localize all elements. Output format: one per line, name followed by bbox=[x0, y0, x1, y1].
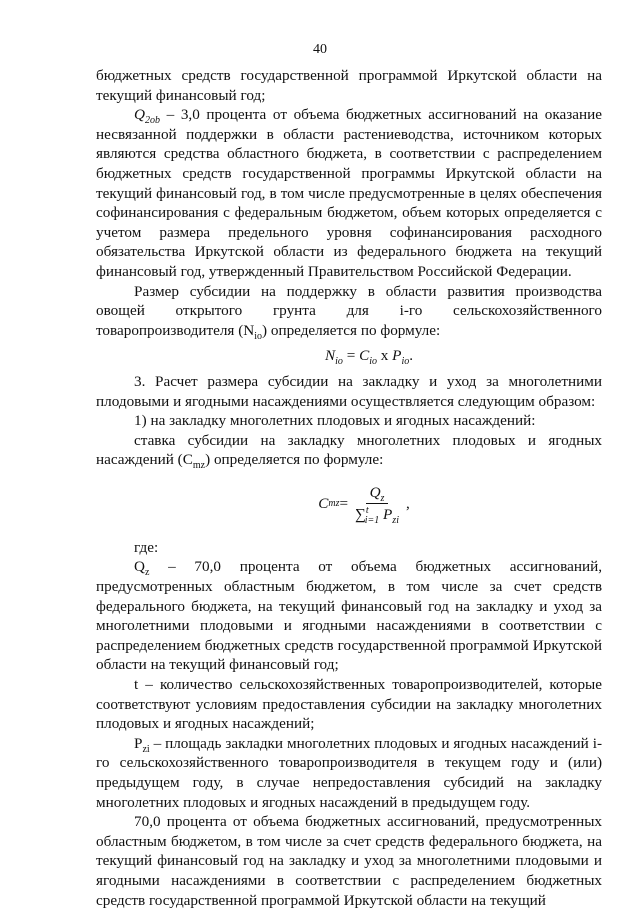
formula-c: C bbox=[359, 347, 370, 365]
formula-comma: , bbox=[405, 495, 410, 513]
text-after: ) определяется по формуле: bbox=[205, 451, 384, 469]
fraction-numerator bbox=[366, 484, 389, 504]
definition-text: – 70,0 процента от объема бюджетных ассигнований, предусмотренных областным бюджетом, в том числе за счет средств федерального бюджета, на текущий финансовый год на закладку и уход за многолетними плодовыми и ягодными насаждениями в соответствии с распределением бюджетных средств государственной программой Иркутской области на текущий финансовый год; bbox=[96, 558, 602, 674]
definition-text: – площадь закладки многолетних плодовых и ягодных насаждений i-го сельскохозяйственного товаропроизводителя в текущем году и (или) предыдущем году, в случае непредоставления субсидий на закладку многолетних плодовых и ягодных насаждений в предыдущем году. bbox=[96, 734, 602, 811]
sigma-symbol: ∑ bbox=[355, 505, 366, 523]
text-before: Размер субсидии на поддержку в области развития производства овощей открытого грунта для i-го сельскохозяйственного товаропроизводителя (N bbox=[96, 282, 602, 339]
paragraph-q2ob-definition bbox=[96, 105, 602, 281]
symbol-q-subscript: 2ob bbox=[144, 115, 160, 127]
formula-times: x bbox=[376, 347, 393, 365]
paragraph-section-3: 3. Расчет размера субсидии на закладку и уход за многолетними плодовыми и ягодными насаждениями осуществляется следующим образом: bbox=[96, 372, 602, 410]
symbol-p-subscript: zi bbox=[142, 743, 150, 755]
paragraph-continuation: бюджетных средств государственной программой Иркутской области на текущий финансовый год; bbox=[96, 67, 602, 104]
text-before: ставка субсидии на закладку многолетних плодовых и ягодных насаждений (С bbox=[96, 431, 602, 469]
text-subscript: io bbox=[254, 330, 262, 342]
formula-period: . bbox=[409, 347, 414, 365]
text-after: ) определяется по формуле: bbox=[262, 321, 441, 339]
symbol-q: Q bbox=[134, 106, 145, 124]
formula-p: P bbox=[392, 347, 402, 365]
numerator-sub: z bbox=[380, 492, 385, 504]
fraction-denominator bbox=[351, 504, 403, 524]
symbol-q: Q bbox=[134, 558, 145, 576]
numerator-q: Q bbox=[369, 483, 381, 501]
page-number: 40 bbox=[313, 42, 327, 57]
paragraph-rate-cmz bbox=[96, 431, 602, 470]
paragraph-vegetable-subsidy bbox=[96, 282, 602, 341]
formula-c-sub: io bbox=[369, 356, 377, 368]
paragraph-t-definition: t – количество сельскохозяйственных товаропроизводителей, которые соответствуют условиям предоставления субсидии на закладку многолетних плодовых и ягодных насаждений; bbox=[96, 676, 602, 733]
paragraph-qz-definition bbox=[96, 557, 602, 675]
denominator-p: P bbox=[383, 505, 393, 523]
formula-fraction bbox=[351, 484, 403, 524]
definition-text: – 3,0 процента от объема бюджетных ассигнований на оказание несвязанной поддержки в области растениеводства, источником которых являются средства областного бюджета, в соответствии с распределением бюджетных средств государственной программы Иркутской области на текущий финансовый год, в том числе предусмотренные в целях обеспечения софинансирования с федеральным бюджетом, объем которых определяется с учетом размера предельного уровня софинансирования расходного обязательства Иркутской области из федерального бюджета на текущий финансовый год, утвержденный Правительством Российской Федерации. bbox=[96, 106, 602, 280]
sigma-sub: i=1 bbox=[364, 514, 380, 526]
paragraph-item-1: 1) на закладку многолетних плодовых и ягодных насаждений: bbox=[134, 412, 536, 430]
formula-lhs: N bbox=[324, 347, 336, 365]
paragraph-pzi-definition bbox=[96, 734, 602, 812]
text-subscript: mz bbox=[192, 460, 206, 472]
formula-cmz: C mz = $\frac{Q_z}{\sum^t_{i=1} P_{zi}}$ , bbox=[318, 483, 410, 526]
formula-nio bbox=[96, 346, 602, 366]
paragraph-final: 70,0 процента от объема бюджетных ассигнований, предусмотренных областным бюджетом, в том числе за счет средств федерального бюджета, на текущий финансовый год на закладку и уход за многолетними плодовыми и ягодными насаждениями в соответствии с распределением бюджетных средств государственной программой Иркутской области на текущий bbox=[96, 813, 602, 909]
formula-equals: = bbox=[342, 347, 360, 365]
document-body bbox=[96, 66, 602, 910]
denominator-sub: zi bbox=[392, 514, 399, 526]
formula-p-sub: io bbox=[401, 356, 410, 368]
symbol-p: P bbox=[134, 734, 143, 752]
where-label: где: bbox=[134, 538, 159, 556]
sigma-sup: t bbox=[365, 504, 369, 516]
formula-lhs-sub: io bbox=[335, 356, 343, 368]
symbol-q-subscript: z bbox=[144, 567, 150, 579]
formula-equals: = bbox=[339, 495, 349, 513]
formula-lhs: C bbox=[318, 495, 329, 513]
